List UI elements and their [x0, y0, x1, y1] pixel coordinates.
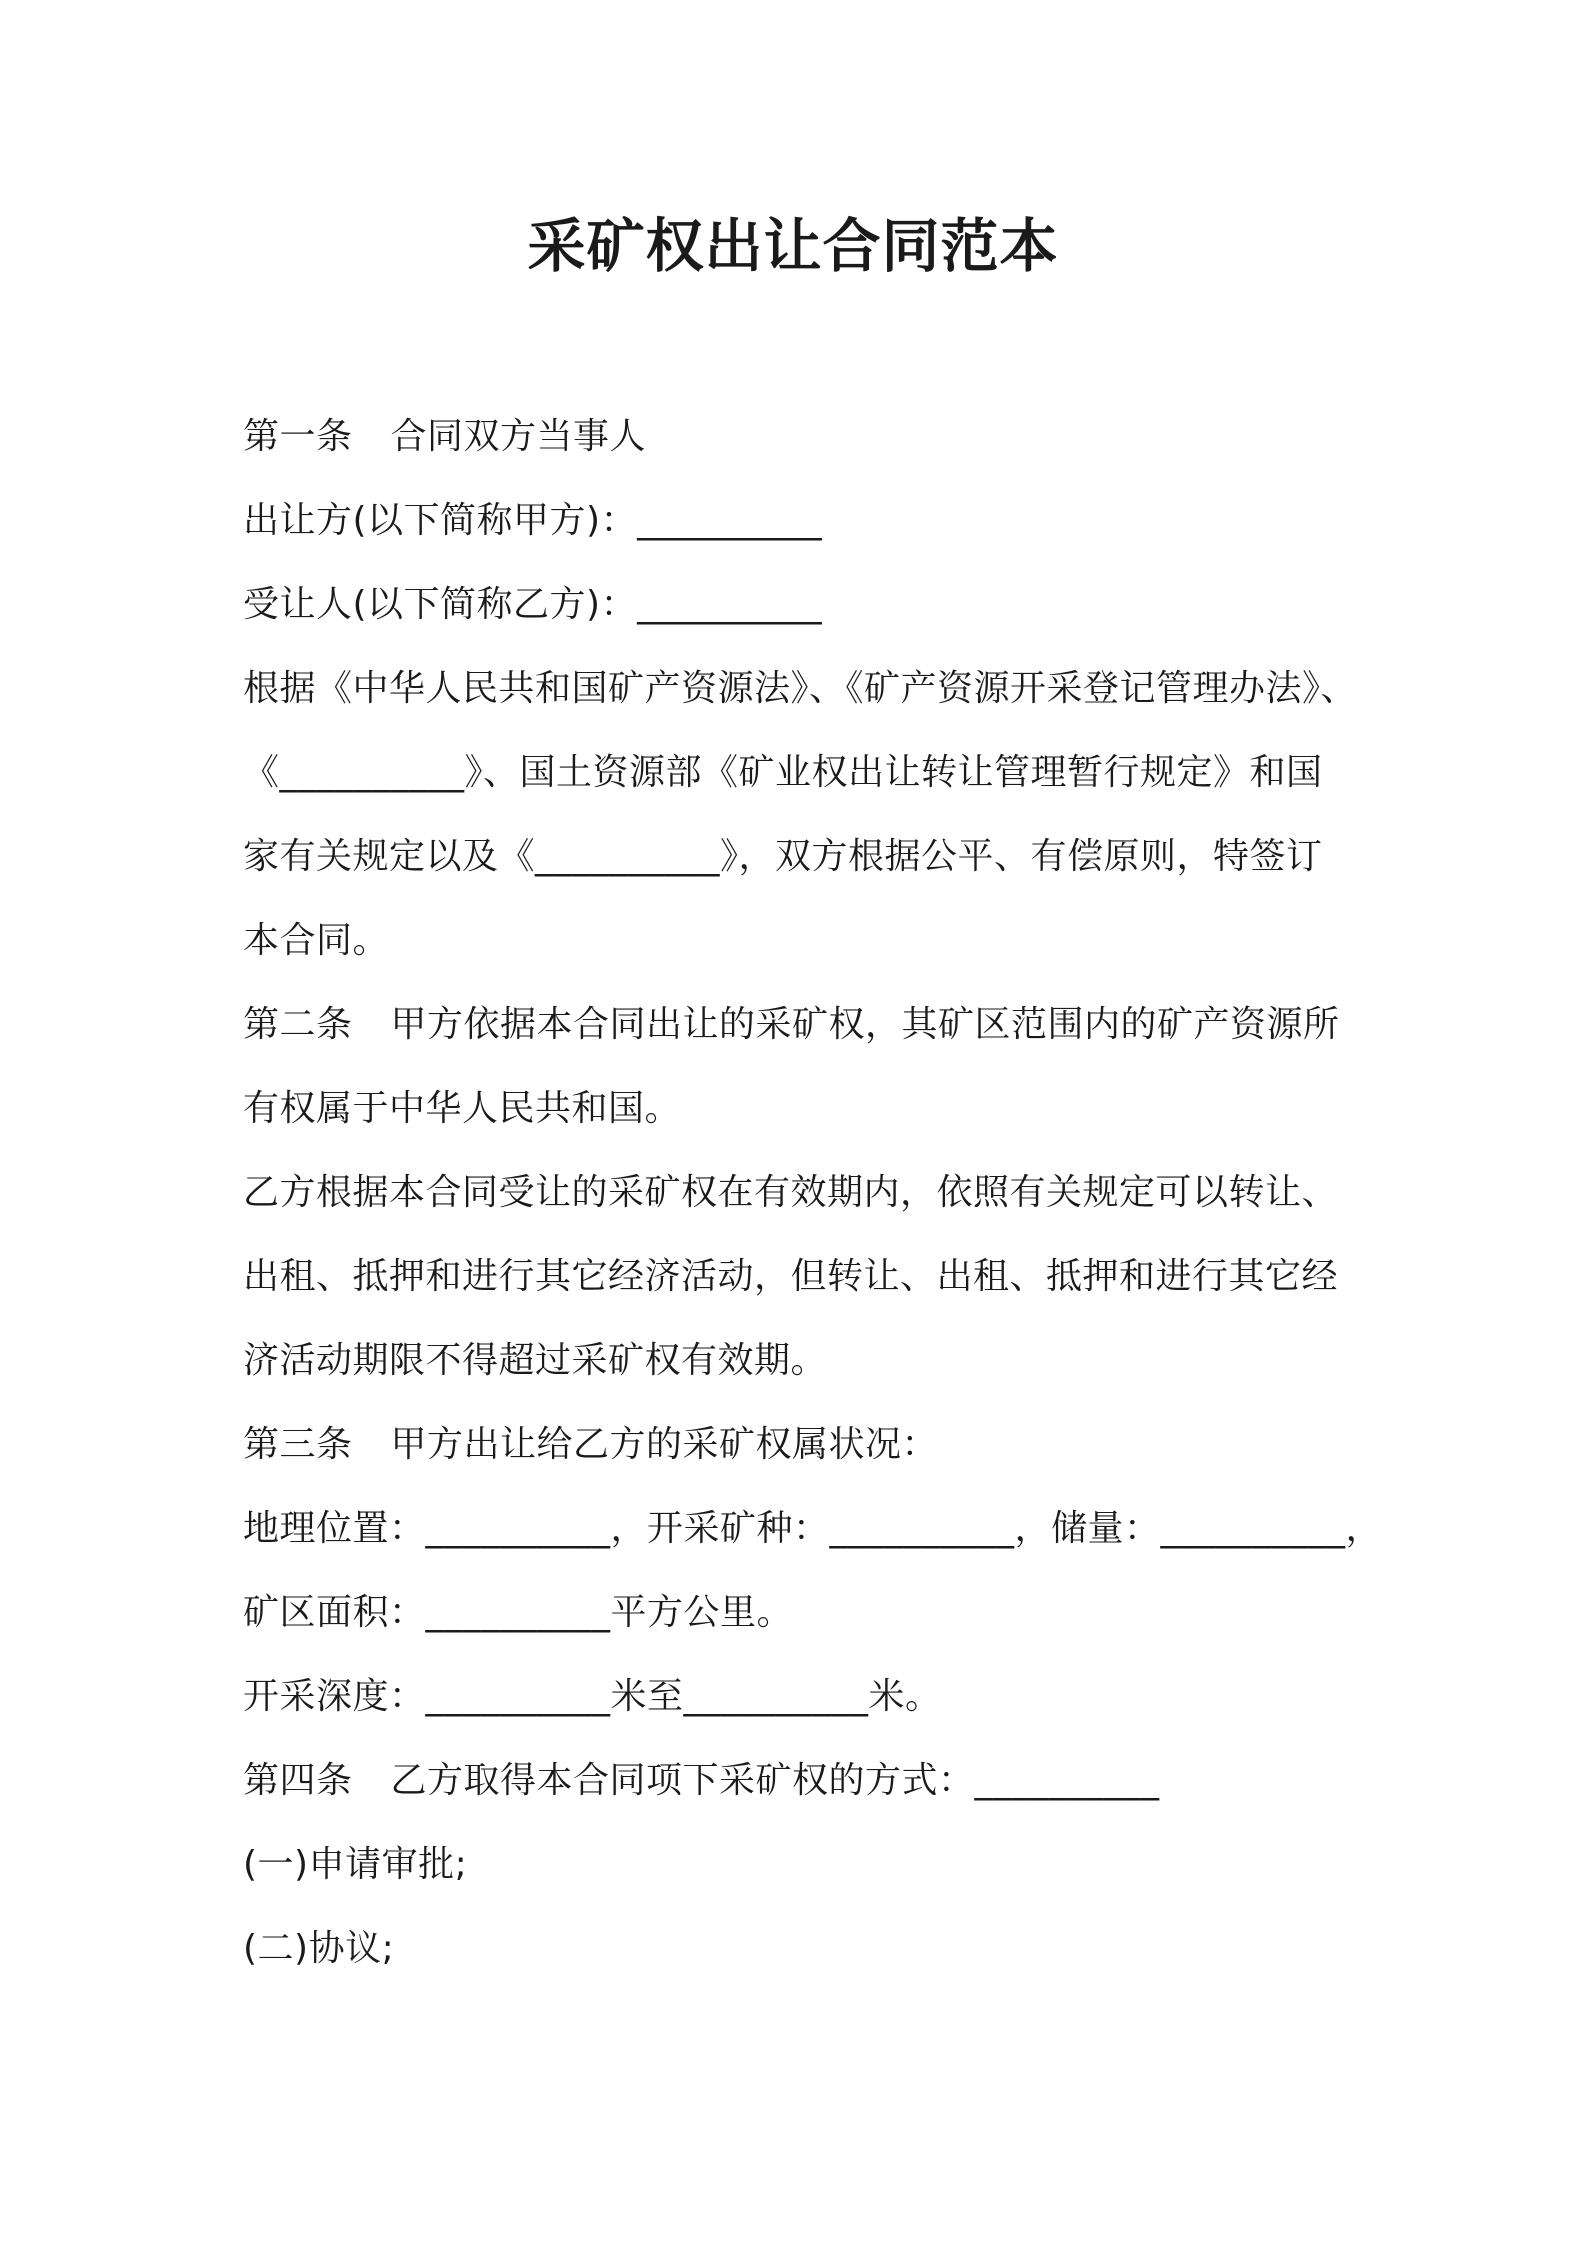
method-item-2: (二)协议; — [243, 1928, 395, 1969]
article-1-heading — [243, 412, 646, 462]
article-text: 甲方依据本合同出让的采矿权，其矿区范围内的矿产资源所 — [390, 1004, 1340, 1045]
article-number: 第三条 — [243, 1424, 353, 1465]
basis-line-1: 根据《中华人民共和国矿产资源法》、《矿产资源开采登记管理办法》、 — [243, 668, 1358, 709]
location-line: 地理位置：__________，开采矿种：__________，储量：__________， — [243, 1508, 1383, 1549]
article-2-line-2: 有权属于中华人民共和国。 — [243, 1088, 682, 1129]
article-number: 第二条 — [243, 1004, 353, 1045]
basis-line-3: 家有关规定以及《__________》，双方根据公平、有偿原则，特签订 — [243, 836, 1323, 877]
document-title: 采矿权出让合同范本 — [527, 212, 1059, 280]
article-2-line-3: 乙方根据本合同受让的采矿权在有效期内，依照有关规定可以转让、 — [243, 1172, 1339, 1213]
article-2-line-5: 济活动期限不得超过采矿权有效期。 — [243, 1340, 828, 1381]
basis-line-2: 《__________》、国土资源部《矿业权出让转让管理暂行规定》和国 — [243, 752, 1323, 793]
article-4-heading — [243, 1756, 1160, 1806]
method-item-1: (一)申请审批; — [243, 1844, 468, 1885]
article-2-line-1 — [243, 1000, 1340, 1050]
article-text: 甲方出让给乙方的采矿权属状况： — [390, 1424, 939, 1465]
article-2-line-4: 出租、抵押和进行其它经济活动，但转让、出租、抵押和进行其它经 — [243, 1256, 1339, 1297]
area-line: 矿区面积：__________平方公里。 — [243, 1592, 794, 1633]
article-text: 乙方取得本合同项下采矿权的方式：__________ — [390, 1760, 1160, 1801]
depth-line: 开采深度：__________米至__________米。 — [243, 1676, 942, 1717]
article-text: 合同双方当事人 — [390, 416, 647, 457]
party-b-line: 受让人(以下简称乙方)：__________ — [243, 584, 823, 625]
basis-line-4: 本合同。 — [243, 920, 390, 961]
article-3-heading — [243, 1420, 938, 1470]
article-number: 第一条 — [243, 416, 353, 457]
party-a-line: 出让方(以下简称甲方)：__________ — [243, 500, 823, 541]
article-number: 第四条 — [243, 1760, 353, 1801]
